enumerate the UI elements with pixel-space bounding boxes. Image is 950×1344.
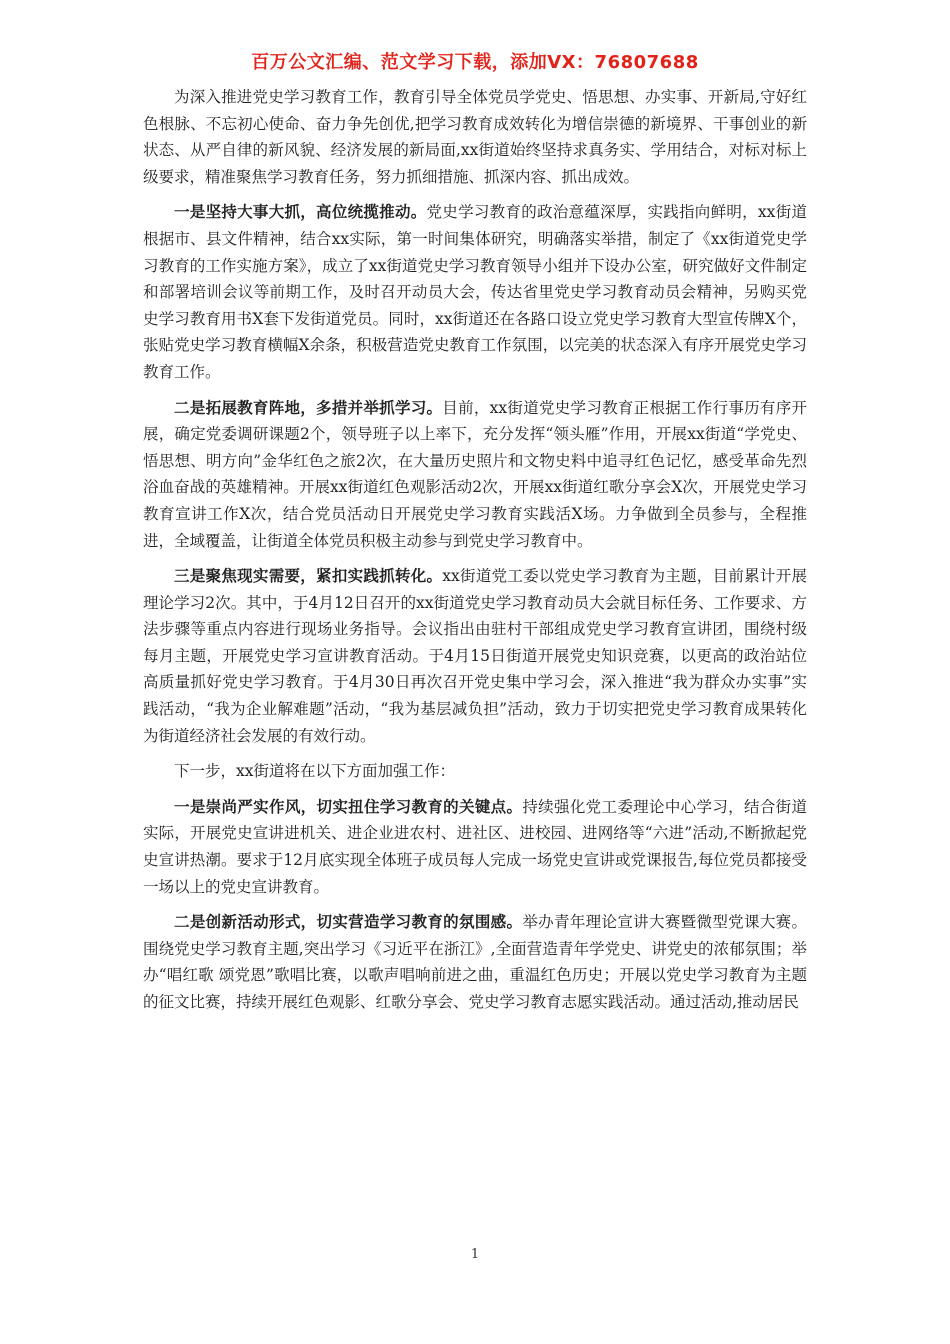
paragraph-point-2	[143, 395, 807, 555]
paragraph-lead: 二是创新活动形式，切实营造学习教育的氛围感。	[174, 912, 523, 932]
paragraph-next-1	[143, 794, 807, 900]
paragraph-lead: 三是聚焦现实需要，紧扣实践抓转化。	[174, 566, 443, 586]
paragraph-text: 为深入推进党史学习教育工作，教育引导全体党员学党史、悟思想、办实事、开新局,守好红色根脉、不忘初心使命、奋力争先创优,把学习教育成效转化为增信崇德的新境界、干事创业的新状态、从严自律的新风貌、经济发展的新局面,xx街道始终坚持求真务实、学用结合，对标对标上级要求，精准聚焦学习教育任务，努力抓细措施、抓深内容、抓出成效。	[143, 88, 807, 186]
paragraph-intro	[143, 84, 807, 190]
paragraph-lead: 一是崇尚严实作风，切实扭住学习教育的关键点。	[174, 796, 523, 816]
paragraph-lead: 二是拓展教育阵地，多措并举抓学习。	[174, 397, 443, 417]
page-number: 1	[470, 1247, 480, 1262]
paragraph-text: 持续强化党工委理论中心学习，结合街道实际，开展党史宣讲进机关、进企业进农村、进社区、进校园、进网络等“六进”活动,不断掀起党史宣讲热潮。要求于12月底实现全体班子成员每人完成一场党史宣讲或党课报告,每位党员都接受一场以上的党史宣讲教育。	[143, 797, 807, 896]
paragraph-point-3	[143, 563, 807, 749]
paragraph-next-2	[143, 909, 807, 1015]
paragraph-lead: 一是坚持大事大抓，高位统揽推动。	[174, 202, 427, 222]
paragraph-text: 举办青年理论宣讲大赛暨微型党课大赛。围绕党史学习教育主题,突出学习《习近平在浙江》,全面营造青年学党史、讲党史的浓郁氛围；举办“唱红歌 颂党恩”歌唱比赛，以歌声唱响前进之曲，重温红色历史；开展以党史学习教育为主题的征文比赛，持续开展红色观影、红歌分享会、党史学习教育志愿实践活动。通过活动,推动居民	[143, 913, 807, 1011]
paragraph-next-steps	[143, 758, 807, 785]
paragraph-text: 下一步，xx街道将在以下方面加强工作：	[174, 762, 455, 781]
page-header-notice: 百万公文汇编、范文学习下载，添加VX：76807688	[251, 52, 699, 73]
paragraph-text: 目前，xx街道党史学习教育正根据工作行事历有序开展，确定党委调研课题2个，领导班子以上率下，充分发挥“领头雁”作用，开展xx街道“学党史、悟思想、明方向”金华红色之旅2次，在大量历史照片和文物史料中追寻红色记忆，感受革命先烈浴血奋战的英雄精神。开展xx街道红色观影活动2次，开展xx街道红歌分享会X次，开展党史学习教育宣讲工作X次，结合党员活动日开展党史学习教育实践活X场。力争做到全员参与，全程推进，全域覆盖，让街道全体党员积极主动参与到党史学习教育中。	[143, 398, 807, 550]
paragraph-text: xx街道党工委以党史学习教育为主题，目前累计开展理论学习2次。其中，于4月12日召开的xx街道党史学习教育动员大会就目标任务、工作要求、方法步骤等重点内容进行现场业务指导。会议指出由驻村干部组成党史学习教育宣讲团，围绕村级每月主题，开展党史学习宣讲教育活动。于4月15日街道开展党史知识竞赛，以更高的政治站位高质量抓好党史学习教育。于4月30日再次召开党史集中学习会，深入推进“我为群众办实事”实践活动，“我为企业解难题”活动，“我为基层减负担”活动，致力于切实把党史学习教育成果转化为街道经济社会发展的有效行动。	[143, 567, 807, 745]
paragraph-text: 党史学习教育的政治意蕴深厚，实践指向鲜明，xx街道根据市、县文件精神，结合xx实际，第一时间集体研究，明确落实举措，制定了《xx街道党史学习教育的工作实施方案》，成立了xx街道党史学习教育领导小组并下设办公室，研究做好文件制定和部署培训会议等前期工作，及时召开动员大会，传达省里党史学习教育动员会精神，另购买党史学习教育用书X套下发街道党员。同时，xx街道还在各路口设立党史学习教育大型宣传牌X个，张贴党史学习教育横幅X余条，积极营造党史教育工作氛围，以完美的状态深入有序开展党史学习教育工作。	[143, 203, 807, 381]
document-body	[143, 84, 807, 1025]
paragraph-point-1	[143, 199, 807, 385]
